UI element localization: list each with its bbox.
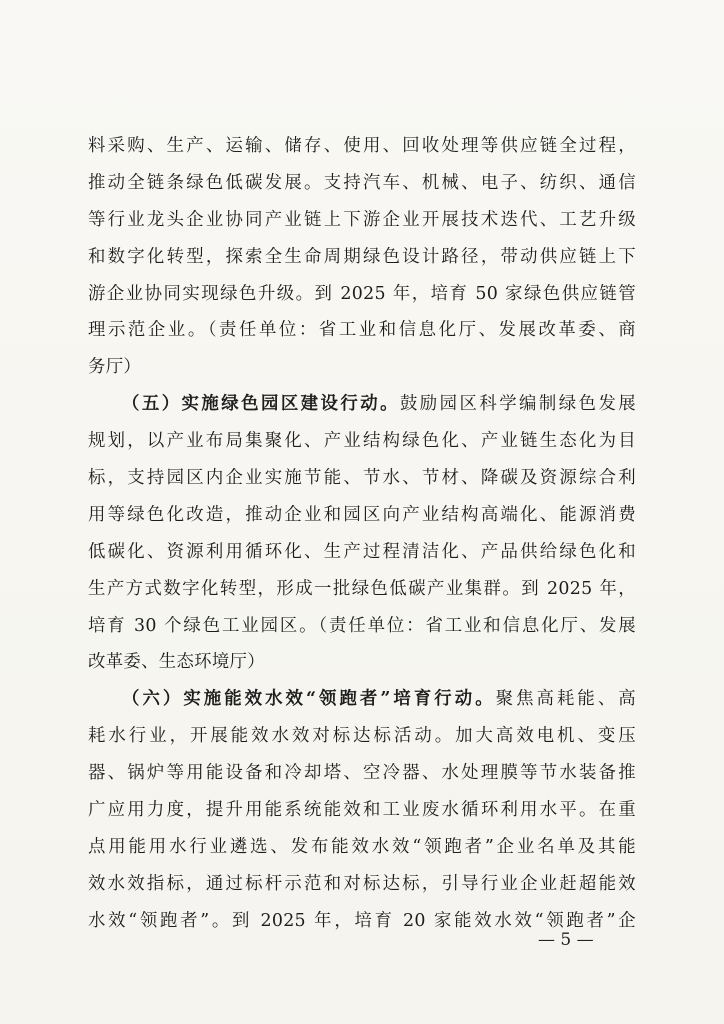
text-line: 培育 30 个绿色工业园区。（责任单位：省工业和信息化厅、发展	[88, 615, 636, 636]
section-6-first-line	[88, 681, 636, 718]
text-line: 用等绿色化改造，推动企业和园区向产业结构高端化、能源消费	[88, 504, 636, 525]
text-line: 低碳化、资源利用循环化、生产过程清洁化、产品供给绿色化和	[88, 541, 636, 562]
text-line: 务厅）	[88, 357, 142, 378]
text-line: 规划，以产业布局集聚化、产业结构绿色化、产业链生态化为目	[88, 431, 636, 452]
text-line: 推动全链条绿色低碳发展。支持汽车、机械、电子、纺织、通信	[88, 172, 636, 193]
text-line: 和数字化转型，探索全生命周期绿色设计路径，带动供应链上下	[88, 246, 636, 267]
text-line: 器、锅炉等用能设备和冷却塔、空冷器、水处理膜等节水装备推	[88, 763, 636, 784]
text-line: 等行业龙头企业协同产业链上下游企业开展技术迭代、工艺升级	[88, 209, 636, 230]
text-line: 标，支持园区内企业实施节能、节水、节材、降碳及资源综合利	[88, 468, 636, 489]
text-line: 料采购、生产、运输、储存、使用、回收处理等供应链全过程，	[88, 136, 636, 156]
text-line: 广应用力度，提升用能系统能效和工业废水循环利用水平。在重	[88, 800, 636, 821]
text-line: 游企业协同实现绿色升级。到 2025 年，培育 50 家绿色供应链管	[88, 283, 636, 304]
text-span: 鼓励园区科学编制绿色发展	[399, 394, 637, 415]
page-number: — 5 —	[538, 930, 594, 950]
text-span: 聚焦高耗能、高	[495, 689, 636, 710]
text-line: 理示范企业。（责任单位：省工业和信息化厅、发展改革委、商	[88, 320, 636, 341]
section-5-heading: （五）实施绿色园区建设行动。	[122, 394, 400, 415]
text-line: 生产方式数字化转型，形成一批绿色低碳产业集群。到 2025 年，	[88, 578, 636, 599]
body-text	[88, 128, 636, 940]
section-5-first-line	[88, 386, 636, 423]
text-line: 点用能用水行业遴选、发布能效水效“领跑者”企业名单及其能	[88, 836, 636, 857]
text-line: 耗水行业，开展能效水效对标达标活动。加大高效电机、变压	[88, 726, 636, 747]
text-line: 效水效指标，通过标杆示范和对标达标，引导行业企业赶超能效	[88, 873, 636, 894]
text-line: 改革委、生态环境厅）	[88, 652, 265, 673]
text-line: 水效“领跑者”。到 2025 年，培育 20 家能效水效“领跑者”企	[88, 910, 636, 931]
section-6-heading: （六）实施能效水效“领跑者”培育行动。	[122, 689, 496, 710]
